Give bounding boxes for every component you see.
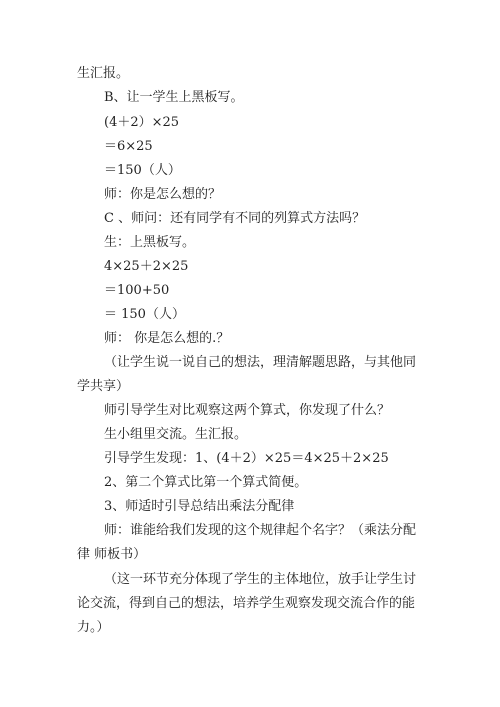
text-line: (4＋2）×25 [104, 115, 180, 130]
text-line: 论交流，得到自己的想法，培养学生观察发现交流合作的能 [77, 596, 416, 611]
text-line: 引导学生发现：1、(4＋2）×25＝4×25＋2×25 [104, 451, 389, 466]
text-line: 3、师适时引导总结出乘法分配律 [104, 499, 295, 514]
text-line: 师：你是怎么想的？ [104, 187, 222, 202]
text-line: （这一环节充分体现了学生的主体地位，放手让学生讨 [104, 572, 417, 587]
text-line: C 、师问：还有同学有不同的列算式方法吗？ [104, 211, 366, 226]
text-line: 生小组里交流。生汇报。 [104, 427, 248, 442]
text-line: 学共享） [77, 379, 130, 394]
text-line: 生汇报。 [77, 66, 130, 81]
text-line: 2、第二个算式比第一个算式简便。 [104, 475, 308, 490]
text-line: ＝ 150（人） [104, 307, 185, 322]
text-line: 师：谁能给我们发现的这个规律起个名字？（乘法分配 [104, 523, 417, 538]
text-line: （让学生说一说自己的想法，理清解题思路，与其他同 [104, 355, 417, 370]
text-line: 律 师板书） [77, 547, 147, 562]
text-line: ＝150（人） [104, 163, 181, 178]
text-line: 师： 你是怎么想的.？ [104, 331, 230, 346]
text-line: ＝100+50 [104, 283, 170, 298]
text-line: 力。） [77, 620, 110, 635]
text-line: B、让一学生上黑板写。 [104, 90, 244, 105]
text-line: 师引导学生对比观察这两个算式，你发现了什么？ [104, 403, 391, 418]
text-line: 4×25＋2×25 [104, 259, 189, 274]
text-line: ＝6×25 [104, 139, 153, 154]
text-line: 生：上黑板写。 [104, 235, 196, 250]
